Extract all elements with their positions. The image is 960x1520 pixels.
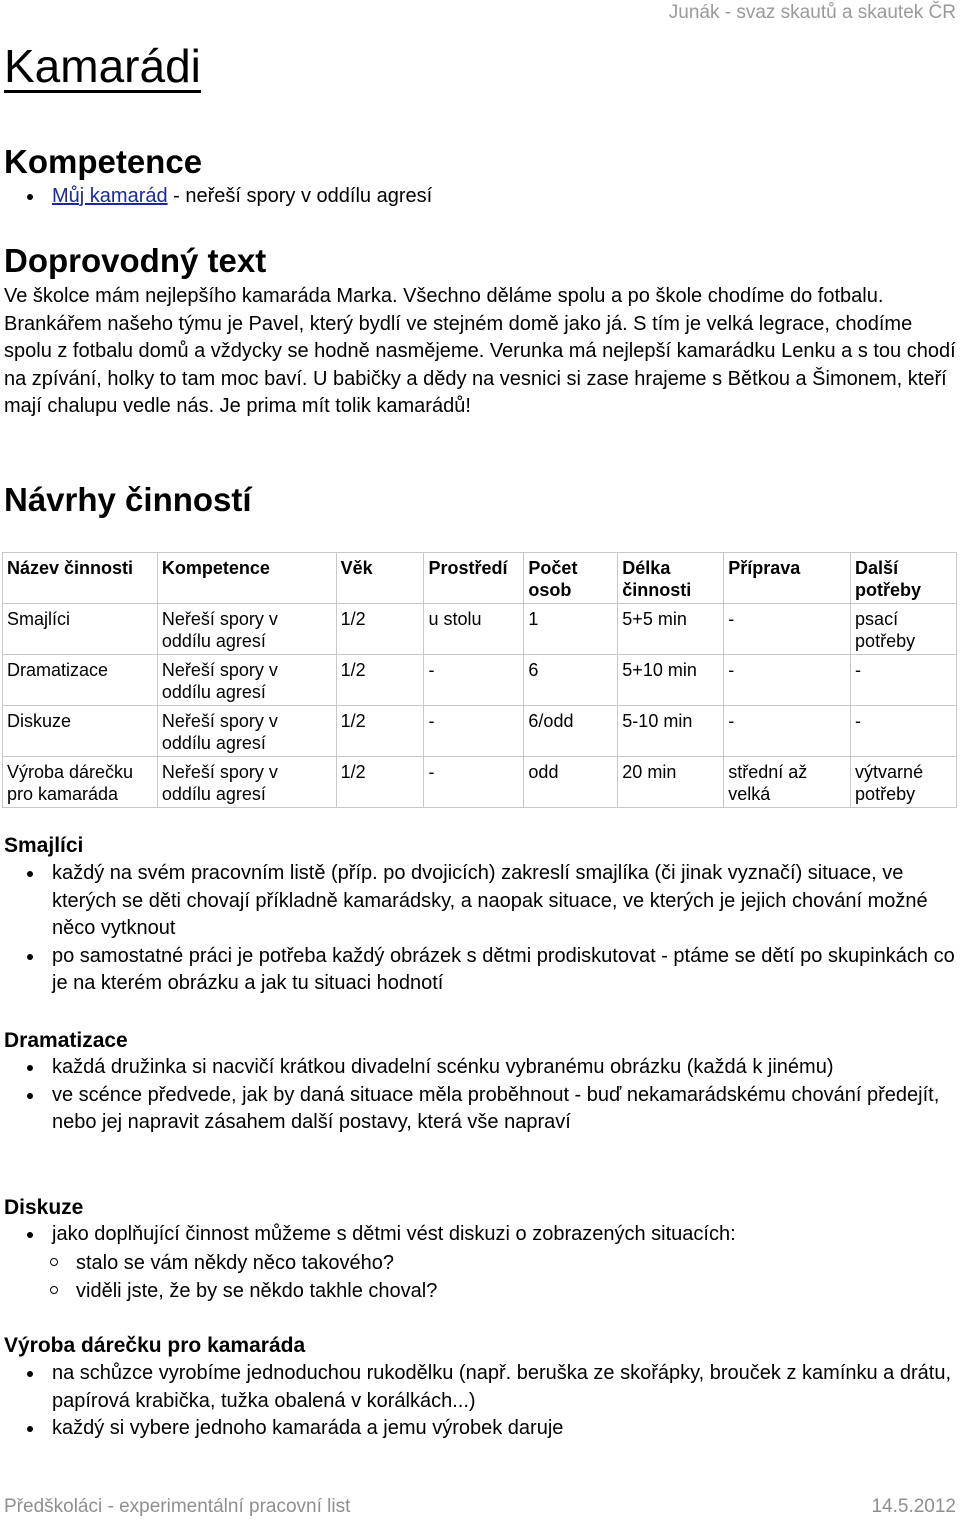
accompanying-text: Ve školce mám nejlepšího kamaráda Marka. Všechno děláme spolu a po škole chodíme do fotbalu. Brankářem našeho týmu je Pavel, který bydlí ve stejném domě jako já. S tím je velká legrace, chodíme spolu z fotbalu domů a vždycky se hodně nasmějeme. Verunka má nejlepší kamarádku Lenku a s tou chodí na zpívání, holky to tam moc baví. U babičky a dědy na vesnici si zase hrajeme s Bětkou a Šimonem, kteří mají chalupu vedle nás. Je prima mít tolik kamarádů!: [4, 285, 956, 417]
table-cell: u stolu: [424, 604, 524, 655]
table-row: [3, 757, 957, 808]
table-cell: Neřeší spory v oddílu agresí: [157, 655, 336, 706]
table-cell: -: [424, 706, 524, 757]
table-cell: 1: [524, 604, 618, 655]
competence-link[interactable]: Můj kamarád: [52, 185, 168, 207]
sub-list-item: viděli jste, že by se někdo takhle choval?: [4, 1277, 956, 1305]
table-cell: Neřeší spory v oddílu agresí: [157, 757, 336, 808]
table-cell: -: [424, 757, 524, 808]
table-cell: -: [851, 706, 957, 757]
sub-list-item: stalo se vám někdy něco takového?: [4, 1249, 956, 1277]
table-cell: Neřeší spory v oddílu agresí: [157, 604, 336, 655]
table-cell: výtvarné potřeby: [851, 757, 957, 808]
table-row: [3, 706, 957, 757]
dramatizace-heading: Dramatizace: [4, 1029, 128, 1052]
accompanying-heading: Doprovodný text: [4, 242, 267, 279]
competence-item: [4, 183, 956, 211]
col-header: Název činnosti: [3, 553, 158, 604]
list-item: [4, 1221, 956, 1249]
table-cell: 5-10 min: [618, 706, 724, 757]
diskuze-sublist: [4, 1249, 956, 1305]
col-header: Počet osob: [524, 553, 618, 604]
table-cell: -: [851, 655, 957, 706]
table-row: [3, 655, 957, 706]
dramatizace-list: [4, 1054, 956, 1137]
competence-heading: Kompetence: [4, 143, 203, 180]
table-cell: střední až velká: [724, 757, 851, 808]
list-item: každý na svém pracovním listě (příp. po dvojicích) zakreslí smajlíka (či jinak vyznačí) situace, ve kterých se děti chovají příkladně kamarádsky, a naopak situace, ve kterých je jejich chování možné něco vytknout: [4, 860, 956, 943]
list-item: na schůzce vyrobíme jednoduchou rukodělku (např. beruška ze skořápky, brouček z kamínku a drátu, papírová krabička, tužka obalená v korálkách...): [4, 1360, 956, 1415]
col-header: Další potřeby: [851, 553, 957, 604]
table-cell: -: [424, 655, 524, 706]
table-cell: -: [724, 604, 851, 655]
table-header-row: [3, 553, 957, 604]
table-cell: Neřeší spory v oddílu agresí: [157, 706, 336, 757]
table-cell: 6/odd: [524, 706, 618, 757]
col-header: Příprava: [724, 553, 851, 604]
table-cell: 1/2: [336, 655, 424, 706]
col-header: Kompetence: [157, 553, 336, 604]
vyroba-list: [4, 1360, 956, 1443]
table-cell: -: [724, 706, 851, 757]
organization-header: Junák - svaz skautů a skautek ČR: [668, 2, 956, 23]
table-cell: 1/2: [336, 706, 424, 757]
list-item: po samostatné práci je potřeba každý obrázek s dětmi prodiskutovat - ptáme se dětí po skupinkách co je na kterém obrázku a jak tu situaci hodnotí: [4, 943, 956, 998]
col-header: Délka činnosti: [618, 553, 724, 604]
table-cell: psací potřeby: [851, 604, 957, 655]
table-cell: 20 min: [618, 757, 724, 808]
col-header: Věk: [336, 553, 424, 604]
table-cell: 1/2: [336, 757, 424, 808]
page-title: Kamarádi: [4, 40, 201, 92]
table-row: [3, 604, 957, 655]
list-item: každá družinka si nacvičí krátkou divadelní scénku vybranému obrázku (každá k jinému): [4, 1054, 956, 1082]
activities-heading: Návrhy činností: [4, 481, 252, 518]
list-item: ve scénce předvede, jak by daná situace měla proběhnout - buď nekamarádskému chování předejít, nebo jej napravit zásahem další postavy, která vše napraví: [4, 1082, 956, 1137]
footer-left: Předškoláci - experimentální pracovní list: [4, 1496, 351, 1517]
vyroba-heading: Výroba dárečku pro kamaráda: [4, 1334, 306, 1357]
table-cell: odd: [524, 757, 618, 808]
list-item-text: jako doplňující činnost můžeme s dětmi vést diskuzi o zobrazených situacích:: [52, 1223, 736, 1245]
table-cell: Dramatizace: [3, 655, 158, 706]
competence-item-text: - neřeší spory v oddílu agresí: [167, 185, 433, 207]
smajlici-heading: Smajlíci: [4, 834, 84, 857]
footer-date: 14.5.2012: [871, 1496, 956, 1517]
list-item: každý si vybere jednoho kamaráda a jemu výrobek daruje: [4, 1415, 956, 1443]
diskuze-heading: Diskuze: [4, 1196, 84, 1219]
table-cell: Výroba dárečku pro kamaráda: [3, 757, 158, 808]
table-cell: 6: [524, 655, 618, 706]
competence-list: [4, 183, 956, 211]
col-header: Prostředí: [424, 553, 524, 604]
table-cell: Diskuze: [3, 706, 158, 757]
table-cell: 5+5 min: [618, 604, 724, 655]
smajlici-list: [4, 860, 956, 998]
table-cell: 5+10 min: [618, 655, 724, 706]
diskuze-list: [4, 1221, 956, 1249]
activities-table: [2, 552, 957, 808]
table-cell: -: [724, 655, 851, 706]
table-cell: Smajlíci: [3, 604, 158, 655]
table-cell: 1/2: [336, 604, 424, 655]
